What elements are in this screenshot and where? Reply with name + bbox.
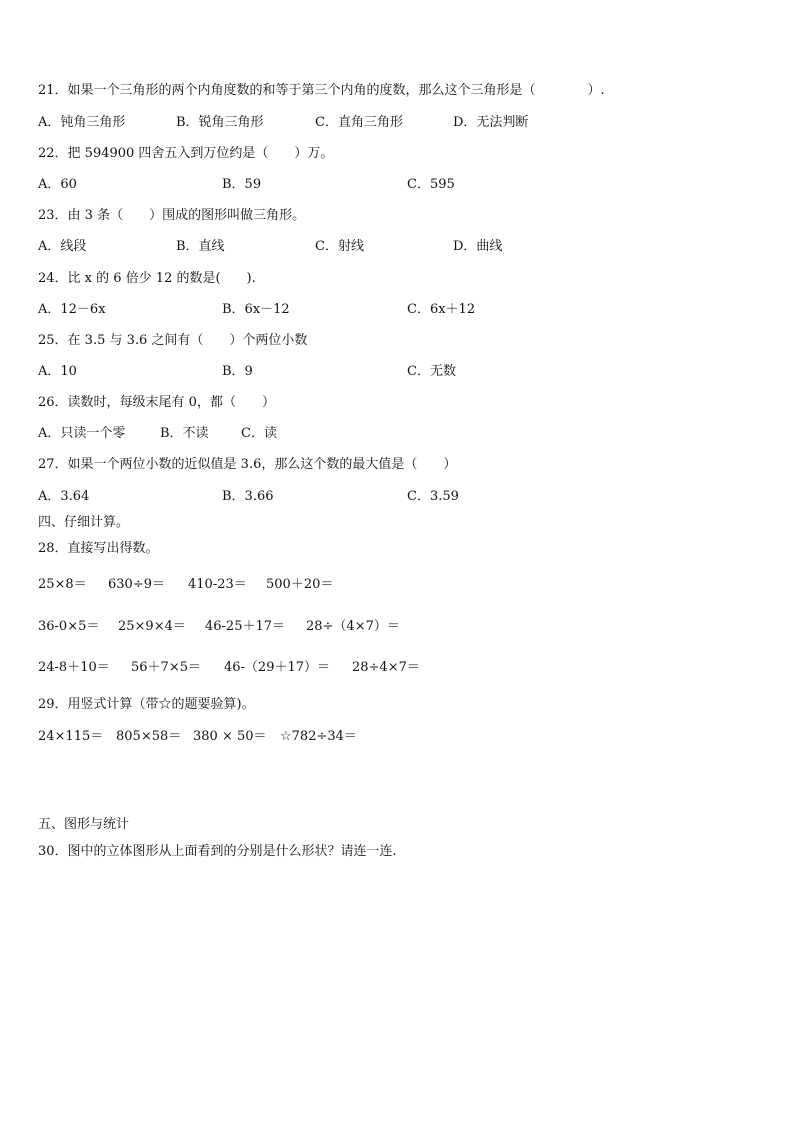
q27-option-a: A．3.64 — [38, 489, 90, 504]
calc-r1-4: 500＋20＝ — [266, 577, 334, 592]
question-25-stem: 25．在 3.5 与 3.6 之间有（ ）个两位小数 — [38, 333, 308, 348]
question-30-stem: 30．图中的立体图形从上面看到的分别是什么形状？请连一连. — [38, 844, 397, 859]
vertical-calc-4: ☆782÷34＝ — [280, 729, 357, 744]
question-27-stem: 27．如果一个两位小数的近似值是 3.6，那么这个数的最大值是（ ） — [38, 457, 457, 472]
calc-r2-4: 28÷（4×7）＝ — [306, 619, 400, 634]
q21-option-d: D．无法判断 — [453, 115, 529, 130]
q23-option-c: C．射线 — [315, 239, 364, 254]
section-4-title: 四、仔细计算。 — [38, 515, 130, 530]
question-29-stem: 29．用竖式计算（带☆的题要验算)。 — [38, 697, 255, 712]
vertical-calc-3: 380 × 50＝ — [193, 729, 267, 744]
calc-r1-1: 25×8＝ — [38, 577, 87, 592]
question-28-stem: 28．直接写出得数。 — [38, 541, 159, 556]
q25-option-c: C．无数 — [407, 364, 456, 379]
q22-option-a: A．60 — [38, 177, 77, 192]
q24-option-c: C．6x＋12 — [407, 302, 476, 317]
calc-r1-3: 410-23＝ — [188, 577, 247, 592]
q26-option-b: B．不读 — [160, 426, 209, 441]
q21-option-c: C．直角三角形 — [315, 115, 403, 130]
calc-r3-2: 56＋7×5＝ — [131, 660, 201, 675]
q27-option-b: B．3.66 — [222, 489, 274, 504]
q25-option-a: A．10 — [38, 364, 77, 379]
q22-option-b: B．59 — [222, 177, 262, 192]
question-22-stem: 22．把 594900 四舍五入到万位约是（ ）万。 — [38, 146, 334, 161]
q23-option-b: B．直线 — [176, 239, 225, 254]
calc-r2-2: 25×9×4＝ — [118, 619, 186, 634]
calc-r3-4: 28÷4×7＝ — [352, 660, 420, 675]
question-23-stem: 23．由 3 条（ ）围成的图形叫做三角形。 — [38, 208, 306, 223]
q24-option-b: B．6x－12 — [222, 302, 290, 317]
q21-option-b: B．锐角三角形 — [176, 115, 264, 130]
q26-option-c: C．读 — [241, 426, 277, 441]
q22-option-c: C．595 — [407, 177, 455, 192]
calc-r3-3: 46-（29＋17）＝ — [224, 660, 331, 675]
question-24-stem: 24．比 x 的 6 倍少 12 的数是( ). — [38, 271, 256, 286]
calc-r1-2: 630÷9＝ — [108, 577, 165, 592]
q21-option-a: A．钝角三角形 — [38, 115, 126, 130]
question-26-stem: 26．读数时，每级末尾有 0，都（ ） — [38, 395, 275, 410]
q23-option-a: A．线段 — [38, 239, 87, 254]
calc-r2-3: 46-25＋17＝ — [205, 619, 286, 634]
question-21-stem: 21．如果一个三角形的两个内角度数的和等于第三个内角的度数，那么这个三角形是（ ）. — [38, 83, 605, 98]
q23-option-d: D．曲线 — [453, 239, 503, 254]
vertical-calc-1: 24×115＝ — [38, 729, 104, 744]
vertical-calc-2: 805×58＝ — [116, 729, 182, 744]
q24-option-a: A．12－6x — [38, 302, 106, 317]
calc-r3-1: 24-8＋10＝ — [38, 660, 110, 675]
q26-option-a: A．只读一个零 — [38, 426, 126, 441]
calc-r2-1: 36-0×5＝ — [38, 619, 100, 634]
section-5-title: 五、图形与统计 — [38, 817, 130, 832]
q25-option-b: B．9 — [222, 364, 253, 379]
q27-option-c: C．3.59 — [407, 489, 459, 504]
